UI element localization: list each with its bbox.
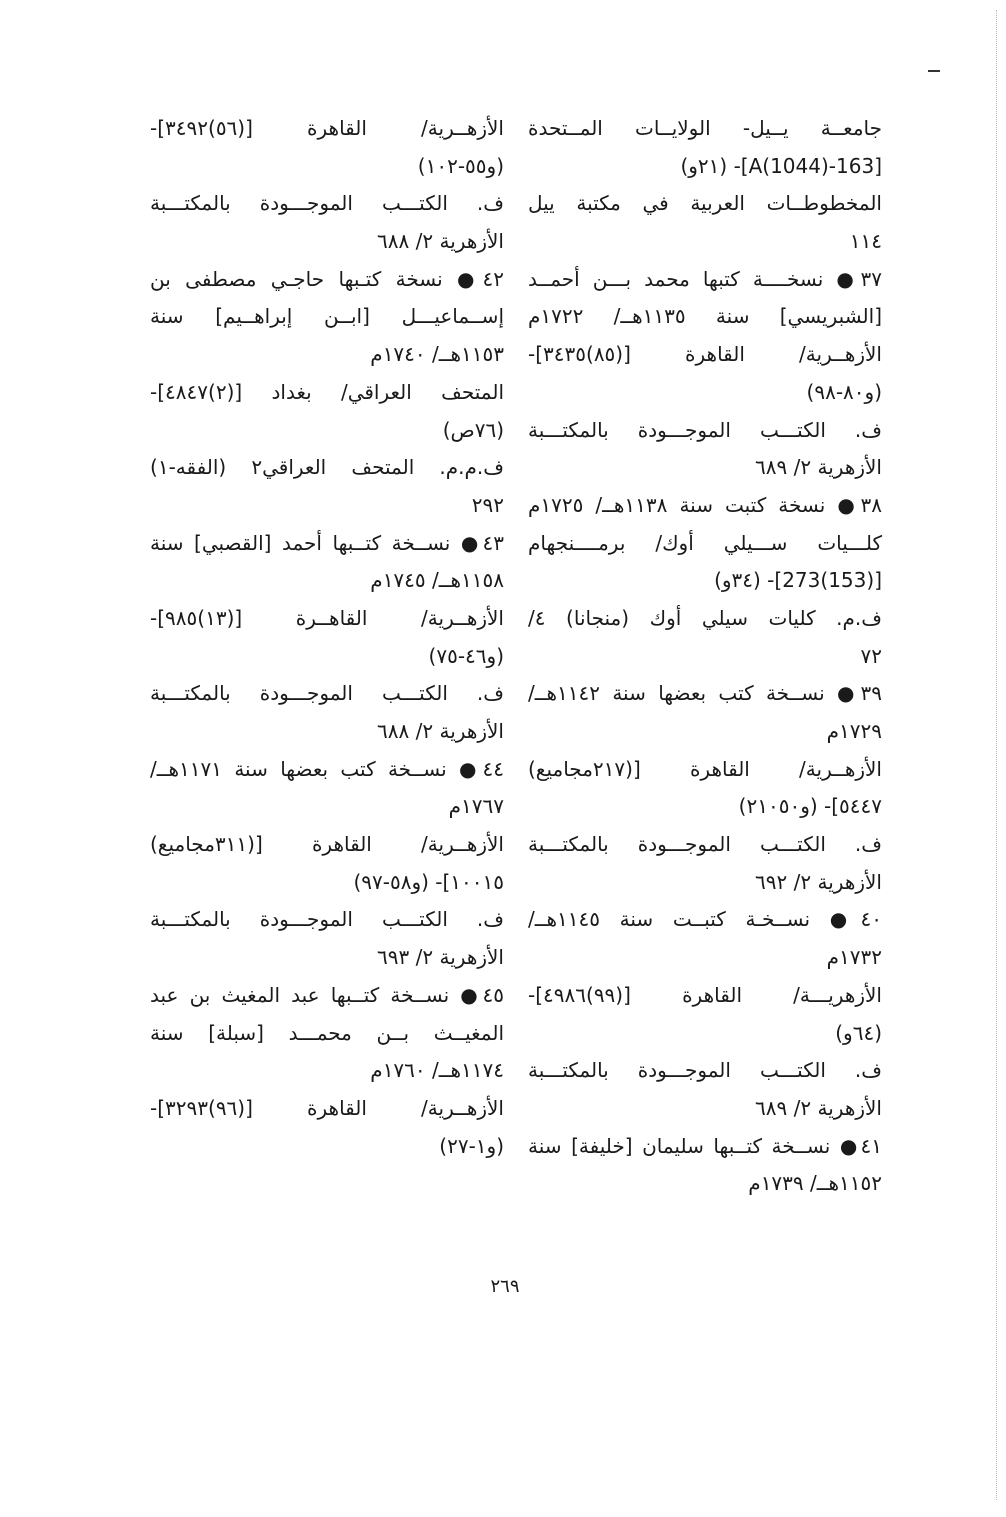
text-line: ١٧٢٩م (826, 719, 882, 743)
text-line: ٤٤● نســخة كتب بعضها سنة ١١٧١هــ/ (150, 756, 504, 781)
text-line: ١١٥٢هــ/ ١٧٣٩م (748, 1171, 882, 1196)
text-line: ٢٩٢ (471, 492, 504, 517)
text-line: ١٠٠١٥]- (و٥٨-٩٧) (353, 869, 504, 894)
text-line: ٣٨● نسخة كتبت سنة ١١٣٨هــ/ ١٧٢٥م (528, 492, 882, 517)
text-line: ف.م.م. المتحف العراقي٢ (الفقه-١) (150, 455, 504, 480)
text-line: ٤٠● نســخـة كتبــت سنة ١١٤٥هــ/ (528, 907, 882, 932)
text-line: ١٧٣٢م (826, 945, 882, 970)
text-line: ف. الكتـــب الموجـــودة بالمكتـــبة (150, 681, 504, 706)
text-line: الأزهرية ٢/ ٦٩٢ (755, 869, 882, 894)
right-text-column (528, 110, 882, 1203)
text-line: (٦٤و) (835, 1020, 882, 1045)
text-line: الأزهــرية/ القاهرة [(٩٦)٣٢٩٣]- (150, 1095, 504, 1120)
text-line: ٤٥● نســخة كتــبها عبد المغيث بن عبد (150, 982, 504, 1007)
text-line: ٣٧● نسخــــة كتبها محمد بـــن أحمــد (528, 266, 882, 291)
text-line: ف. الكتـــب الموجـــودة بالمكتـــبة (150, 907, 504, 932)
text-line: ف. الكتـــب الموجـــودة بالمكتـــبة (528, 1058, 882, 1083)
text-line: الأزهرية ٢/ ٦٩٣ (377, 945, 504, 970)
text-line: الأزهريـــة/ القاهرة [(٩٩)٤٩٨٦]- (528, 982, 882, 1007)
text-line: (و٥٥-١٠٢) (417, 153, 504, 178)
text-line: ف. الكتـــب الموجـــودة بالمكتـــبة (528, 832, 882, 857)
text-line: الأزهــرية/ القاهرة [(٣١١مجاميع) (150, 832, 504, 857)
page-number: ٢٦٩ (490, 1276, 520, 1297)
text-line: ٥٤٤٧]- (و٢١٠٥٠) (738, 794, 882, 819)
left-text-column (150, 110, 504, 1165)
text-line: [163-A(1044)]- (٢١و) (680, 153, 882, 178)
text-line: (و٤٦-٧٥) (428, 643, 504, 668)
text-line: ف. الكتـــب الموجـــودة بالمكتـــبة (150, 191, 504, 216)
text-line: ١١٤ (849, 229, 882, 254)
text-line: الأزهرية ٢/ ٦٨٩ (755, 455, 882, 480)
text-line: ١١٧٤هــ/ ١٧٦٠م (370, 1058, 504, 1083)
text-line: ف.م. كليات سيلي أوك (منجانا) ٤/ (528, 605, 882, 630)
text-line: (و١-٢٧) (439, 1133, 504, 1158)
text-line: الأزهــرية/ القاهــرة [(١٣)٩٨٥]- (150, 605, 504, 630)
text-line: ١١٥٨هــ/ ١٧٤٥م (370, 568, 504, 593)
text-line: الأزهــرية/ القاهرة [(٨٥)٣٤٣٥]- (528, 342, 882, 367)
text-line: [الشبريسي] سنة ١١٣٥هــ/ ١٧٢٢م (528, 304, 882, 329)
text-line: ٣٩● نســخة كتب بعضها سنة ١١٤٢هــ/ (528, 681, 882, 706)
text-line: الأزهرية ٢/ ٦٨٨ (377, 229, 504, 254)
text-line: ١٧٦٧م (448, 794, 504, 819)
text-line: ١١٥٣هــ/ ١٧٤٠م (370, 342, 504, 367)
text-line: الأزهــرية/ القاهرة [(٥٦)٣٤٩٢]- (150, 116, 504, 140)
text-line: ف. الكتـــب الموجـــودة بالمكتـــبة (528, 417, 882, 442)
text-line: ٤٢● نسخة كتـبها حاجـي مصطفى بن (150, 266, 504, 291)
text-line: ٤١● نســخة كتــبها سليمان [خليفة] سنة (528, 1133, 882, 1158)
text-line: ٧٢ (860, 643, 882, 668)
text-line: (٧٦ص) (442, 417, 504, 442)
page-edge-shadow (996, 10, 997, 1500)
text-line: جامعــة يــيل- الولايــات المــتحدة (528, 116, 882, 140)
text-line: (و٨٠-٩٨) (806, 379, 882, 404)
text-line: المتحف العراقي/ بغداد [(٢)٤٨٤٧]- (150, 379, 504, 404)
text-line: الأزهرية ٢/ ٦٨٨ (377, 719, 504, 743)
text-line: ٤٣● نســخة كتــبها أحمد [القصبي] سنة (150, 530, 504, 555)
text-line: [(153)273]- (٣٤و) (714, 568, 882, 593)
text-line: المخطوطــات العربية في مكتبة ييل (528, 191, 882, 216)
text-line: الأزهرية ٢/ ٦٨٩ (755, 1095, 882, 1120)
text-line: الأزهــرية/ القاهرة [(٢١٧مجاميع) (528, 756, 882, 781)
text-line: كلـــيات ســـيلي أوك/ برمــــنجهام (528, 530, 882, 555)
text-line: إســماعيـــل [ابــن إبراهــيم] سنة (150, 304, 504, 329)
text-line: المغيــث بــن محمـــد [سبلة] سنة (150, 1020, 504, 1045)
page-corner-mark (928, 70, 940, 72)
